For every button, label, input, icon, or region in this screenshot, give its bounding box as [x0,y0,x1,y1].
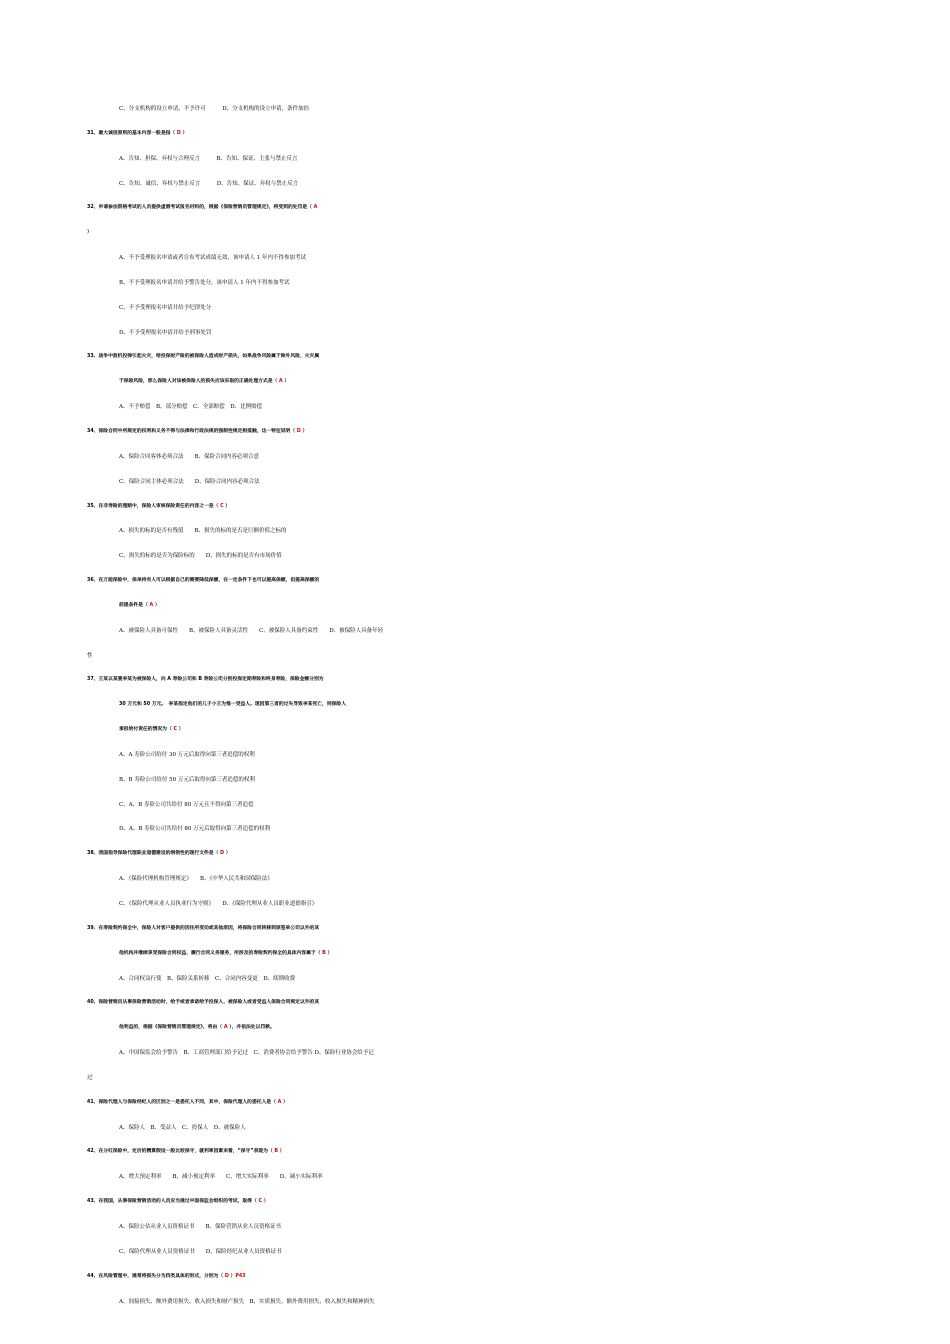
answer-key: B [322,950,326,956]
answer-options: C、损失的标的是否为保险标的 D、损失的标的是否有市场价值 [119,553,282,560]
answer-key: C [220,503,224,509]
answer-options: A、《保险代理机构管理规定》 B、《中华人民共和国保险法》 [119,876,273,883]
answer-key: A [277,1099,282,1105]
question-text-tail: ） [228,1273,236,1279]
question-stem [0,345,950,370]
question-text: 41、保险代理人与保险经纪人的区别之一是委托人不同，其中，保险代理人的委托人是（ [87,1099,278,1105]
question-text: 32、申请参加资格考试的人员提供虚假考试报名材料的，根据《保险营销员管理规定》，将受到的处罚是（ [87,205,314,211]
answer-options: D、不予受理报名申请并给予刑事处罚 [119,329,212,336]
question-text: 37、王某以某妻李某为被保险人，向 A 寿险公司和 B 寿险公司分别投保定期寿险和终身寿险，保险金额分别为 [87,677,324,683]
answer-options: C、《保险代理从业人员执业行为守则》 D、《保险代理从业人员职业道德指引》 [119,901,318,907]
answer-options: C、保险合同主体必须合法 D、保险合同内容必须合法 [119,478,260,485]
question-continuation [0,942,950,967]
question-stem [0,991,950,1016]
answer-options: A、被保险人具备可保性 B、被保险人具备灵活性 C、被保险人具备约束性 D、被保险人具备年轻 [119,627,384,634]
answer-options: A、合同权益行使 B、保险关系转移 C、合同内容变更 D、续期收费 [119,975,296,982]
question-stem [0,122,950,147]
answer-key: C [258,1199,262,1205]
answer-key: D [224,1273,229,1279]
question-text-tail: ） [153,602,160,608]
question-text: 前提条件是（ [119,602,150,608]
answer-options: A、间接损失、额外费用损失、收入损失和财产损失 B、实质损失、额外费用损失、收入损失和精神损失 [119,1298,375,1305]
answer-key: A [313,205,318,211]
question-stem [0,1190,950,1215]
question-text: 31、最大诚信原则的基本内容一般是指（ [87,130,177,136]
answer-options: A、损失的标的是否有残值 B、损失的标的是否是巨额价值之标的 [119,528,287,535]
question-text-tail: ），并依法处以罚款。 [227,1025,275,1031]
question-text: 他机构并继续享受保险合同权益、履行合同义务服务，所涉及的寿险契约保全的具体内容属于（ [119,950,323,956]
answer-key: A [149,602,154,608]
question-text: 40、保险营销员从事保险营销活动时，给予或者承诺给予投保人、被保险人或者受益人保险合同规定以外的其 [87,1000,320,1006]
question-text-tail: ） [325,950,333,956]
question-continuation [0,693,950,718]
question-text: 42、在分红保险中，定价的精算假设一般比较保守，就利率因素来看，“保守”表现为（ [87,1149,275,1155]
page-reference: P43 [235,1273,246,1279]
answer-options: A、保险人 B、受益人 C、投保人 D、被保险人 [119,1124,246,1131]
question-text: 30 万元和 50 万元。 李某指定他们的儿子小王为惟一受益人。现因第三者的过失导致李某死亡，则保险人 [119,702,347,708]
answer-options: A、保险公估从业人员资格证书 B、保险营销从业人员资格证书 [119,1223,282,1230]
question-text-tail: ） [278,1149,285,1155]
question-text: 35、在非寿险的理赔中，保险人审核保险责任的内容之一是（ [87,503,221,509]
question-stem [0,1091,950,1116]
question-text: 承担给付责任的情况为（ [119,727,174,733]
answer-options: D、A、B 寿险公司共给付 80 万元后取得向第三者追偿的权利 [119,826,271,833]
answer-key: B [274,1149,278,1155]
question-stem [0,668,950,693]
answer-options: A、不予赔偿 B、部分赔偿 C、全部赔偿 D、比例赔偿 [119,404,263,411]
answer-key: A [278,379,283,385]
question-stem [0,1140,950,1165]
answer-key: D [220,851,225,857]
answer-options: A、中国保监会给予警告 B、工商管理部门给予记过 C、消费者协会给予警告 D、保险行业协会给予记 [119,1050,374,1057]
question-text-tail: ） [224,851,231,857]
question-text-tail: ） [223,503,231,509]
question-stem [0,842,950,867]
document-page [0,97,950,1314]
question-stem [0,196,950,221]
answer-options: C、告知、诚信、弃权与禁止反言 D、告知、保证、弃权与禁止反言 [119,180,299,187]
question-text: 33、战争中敌机投弹引起火灾，给投保财产险的被保险人造成财产损失，如果战争风险属于除外风险，火灾属 [87,354,320,360]
question-text: 39、在寿险契约保全中，保险人对客户提供的因住所变动或其他原因，将保险合同转移到原签单公司以外的其 [87,925,320,931]
question-text-tail: ） [282,379,290,385]
question-stem [0,495,950,520]
answer-key: D [296,428,301,434]
answer-options: B、B 寿险公司给付 50 万元后取得向第三者追偿的权利 [119,776,255,783]
question-text: 38、我国指导保险代理职业道德建设的纲领性的现行文件是（ [87,851,221,857]
question-text-tail: ） [281,1099,288,1105]
answer-options: C、分支机构的设立申请，不予许可 D、分支机构的设立申请，条件加倍 [119,106,310,112]
question-text: 36、在万能保险中，保单持有人可以根据自己的需要降低保额，在一定条件下也可以提高保额，但提高保额的 [87,578,320,584]
answer-options: A、不予受理报名申请或者宣布考试成绩无效，该申请人 1 年内不得参加考试 [119,255,306,262]
answer-options: C、保险代理从业人员资格证书 D、保险经纪从业人员资格证书 [119,1248,282,1255]
question-continuation: ） [87,230,92,236]
question-stem [0,1265,950,1290]
answer-key: D [176,130,181,136]
wrapped-text: 性 [87,652,93,659]
question-text-tail: ） [176,727,184,733]
question-text: 34、保险合同中所规定的权利和义务不得与法律和行政法规的强制性规定相抵触，这一特征说明（ [87,428,297,434]
question-continuation [0,718,950,743]
wrapped-text: 过 [87,1074,93,1081]
question-text: 他利益的，根据《保险营销员管理规定》，将由（ [119,1025,224,1031]
answer-key: A [223,1025,228,1031]
answer-key: C [173,727,177,733]
question-stem [0,569,950,594]
question-text-tail: ） [261,1199,269,1205]
question-stem [0,420,950,445]
question-text-tail: ） [180,130,188,136]
answer-options: C、不予受理报名申请并给予纪律处分 [119,304,212,311]
question-continuation [0,370,950,395]
answer-options: A、告知、担保、弃权与合理反言 B、告知、保证、主张与禁止反言 [119,155,298,162]
answer-options: C、A、B 寿险公司共给付 80 万元且不得向第三者追偿 [119,801,254,808]
question-text: 于保险风险，那么保险人对该被保险人的损失应该采取的正确处理方式是（ [119,379,279,385]
question-text: 44、在风险管理中，通常将损失分为四类具体的形式，分别为（ [87,1273,225,1279]
answer-options: A、A 寿险公司给付 30 万元后取得向第三者追偿的权利 [119,751,255,758]
answer-options: A、保险合同客体必须合法 B、保险合同内容必须合意 [119,453,260,460]
question-text-tail: ） [300,428,308,434]
question-continuation [0,594,950,619]
question-continuation [0,1016,950,1041]
answer-options: B、不予受理报名申请并给予警告处分，该申请人 1 年内不得参加考试 [119,279,290,286]
answer-options: A、增大预定利率 B、减小预定利率 C、增大实际利率 D、减小实际利率 [119,1174,323,1181]
question-stem [0,917,950,942]
question-text: 43、在我国，从事保险营销活动的人员应当通过中国保监会组织的考试，取得（ [87,1199,259,1205]
